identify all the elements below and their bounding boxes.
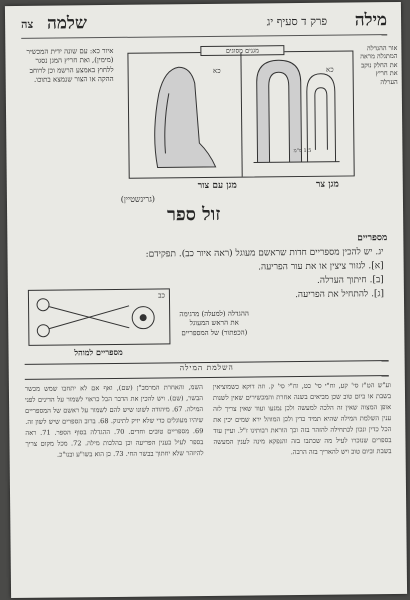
figure-side-note-left: איור כא: עם שונה ידית המכשיר (מימין), ואת חריץ המגן נסגר ללחוץ באמצע הרשמ וכן לרוחב ההקה או הצור שנמצא בתוכו. bbox=[26, 46, 114, 85]
footnotes-column-right bbox=[213, 380, 392, 459]
scissors-drawing bbox=[29, 289, 170, 344]
page-number: צה bbox=[21, 17, 34, 31]
running-header bbox=[21, 10, 387, 39]
figure-side-note-right: אור ההגדלה המתגלה מראה את החלק נוקב את חריץ הערלה bbox=[360, 43, 398, 86]
footnotes-right-text: וע"ש הט"ז סי' קע, וח"י סי' כט, וח"י סי' ק. וזה דוקא כשמוציאין בשבת או ביום טוב שכן מביאים בשנה אחרת והמכשירים שאין לשנות אופן המצוה שאין זה הלכה למעשה ולכן נמנעו ועוד שאין צריך לזה ענין השלמת המילה שהיא תמיד כדין ולכן המוהל ירא שמים יכין את הכל כדין ונכון לכתחילה להזהר בזה וכך הוראת רבותינו ז"ל. ועיין עוד בספרים שנזכרו לעיל מה שכתבו בזה והנפקא מינה לענין המעשה בשבת וביום טוב ויש להאריך בזה הרבה. bbox=[212, 381, 392, 457]
figure-caption: מגנים מסוגים bbox=[200, 45, 284, 56]
footnotes-column-left bbox=[25, 382, 204, 461]
book-page bbox=[5, 2, 407, 598]
scissors-figure-tag: כב bbox=[158, 291, 165, 300]
header-title-left: שלמה bbox=[46, 13, 88, 34]
header-chapter-ref: פרק ד סעיף יג bbox=[266, 14, 328, 29]
list-item-g: [ג]. להתחיל את הפריעה. bbox=[294, 289, 385, 301]
mm-mark: 1.5 מ"מ bbox=[293, 147, 312, 155]
section-banner: השלמת המילה bbox=[25, 360, 389, 380]
panel-right-tag: כא bbox=[325, 65, 334, 74]
scissors-note: ההגדלה (למעלה) מדגימה את הראש המעוגל (הכפתור) של המספריים bbox=[179, 309, 249, 338]
label-greenstein: (גרינשטיין) bbox=[120, 194, 155, 204]
label-narrow-shield: מגן צר bbox=[315, 179, 339, 190]
list-item-b: [ב]. חיתוך הערלה. bbox=[316, 275, 384, 286]
shield-drawings bbox=[128, 51, 353, 177]
list-item-a: [א]. לגזור ציצין או את עור הפריעה. bbox=[258, 261, 384, 273]
panel-left-tag: כא bbox=[212, 66, 221, 75]
paragraph-intro: יג. יש להכין מספריים חדות שראשם מעוגל (ראה איור כב). תפקידם: bbox=[145, 247, 384, 260]
scissors-figure bbox=[28, 288, 171, 345]
header-title-right: מילה bbox=[354, 10, 388, 31]
scissors-caption: מספריים למוהל bbox=[74, 346, 123, 358]
label-shield-with-tube: מגן עם צור bbox=[197, 180, 237, 192]
shield-figure bbox=[127, 46, 354, 178]
subsection-title: מספריים bbox=[357, 233, 388, 244]
section-heading: זול ספר bbox=[166, 203, 221, 226]
footnotes-left-text: השמ, והאחרת המרמב"ן (שם), ואף אם לא יתחבו שמש מכשר הבשר, (שם). ויש להכין את הדבר הכל כראוי לשמור על הדינים לפני המילה. 67. מיהודה לשונו שיש להם לשמור על ראשם של המספריים שיהיו מעוגלים כדי שלא יזיק לתינוק. 68. ברוב הספרים שיש לשון זה. 69. מספריים טובים וחדים. 70. ההגדלה בסוף הספר. 71. ראה בספר לעיל בענין הפריעה וכן בהלכות מילה. 72. מכל מקום צריך להיזהר שלא יחתוך בבשר החי. 73. כן הוא בשו"ע ובנו"כ. bbox=[24, 383, 204, 459]
